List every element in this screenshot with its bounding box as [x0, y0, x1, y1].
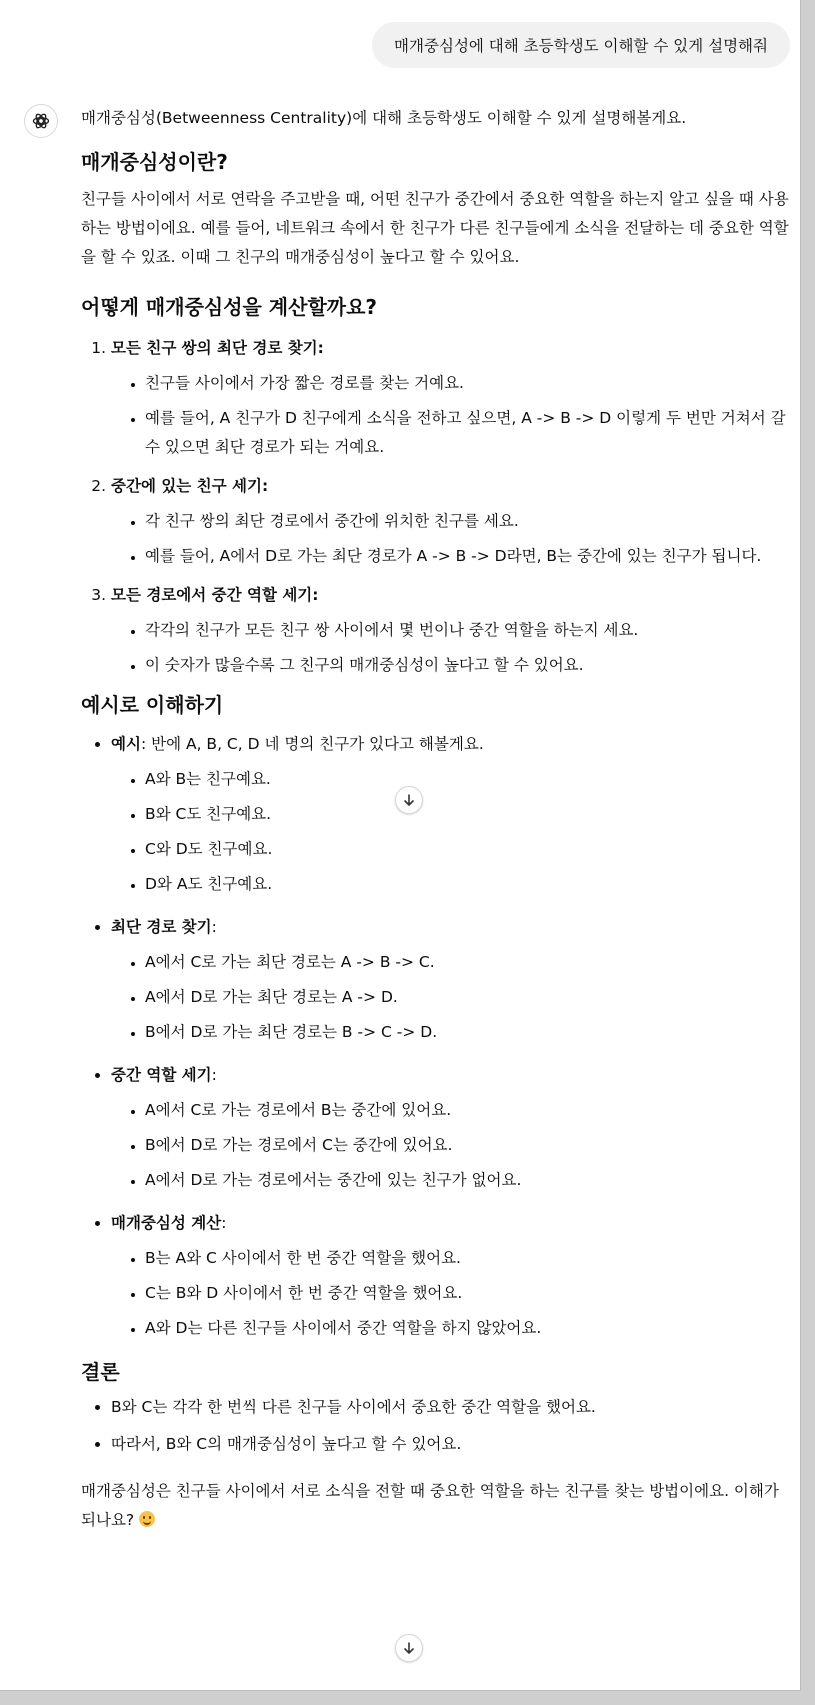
example-heading: 예시로 이해하기	[81, 693, 224, 717]
group-label: 매개중심성 계산	[111, 1214, 222, 1232]
list-item: • 예를 들어, A에서 D로 가는 최단 경로가 A -> B -> D라면, B는 중간에 있는 친구가 됩니다.	[145, 542, 793, 571]
arrow-down-icon	[402, 1641, 416, 1655]
list-item: • 따라서, B와 C의 매개중심성이 높다고 할 수 있어요.	[111, 1430, 793, 1459]
assistant-message	[81, 104, 793, 1535]
step-label: 1. 모든 친구 쌍의 최단 경로 찾기:	[111, 339, 324, 357]
calculation-steps	[81, 334, 793, 680]
closing-paragraph	[81, 1477, 793, 1535]
list-item: • 예를 들어, A 친구가 D 친구에게 소식을 전하고 싶으면, A -> B -> D 이렇게 두 번만 거쳐서 갈 수 있으면 최단 경로가 되는 거예요.	[145, 404, 793, 462]
list-item: • 이 숫자가 많을수록 그 친구의 매개중심성이 높다고 할 수 있어요.	[145, 651, 793, 680]
list-item: • 친구들 사이에서 가장 짧은 경로를 찾는 거예요.	[145, 369, 793, 398]
list-item: • 매개중심성 계산: • B는 A와 C 사이에서 한 번 중간 역할을 했어요. • C는 B와 D 사이에서 한 번 중간 역할을 했어요. • A와 D는 다른 친구들 사이에서 중간 역할을 하지 않았어요.	[111, 1209, 793, 1343]
list-item: • A에서 D로 가는 최단 경로는 A -> D.	[145, 983, 793, 1012]
list-item: • A와 B는 친구예요.	[145, 765, 793, 794]
step-label: 2. 중간에 있는 친구 세기:	[111, 477, 269, 495]
arrow-down-icon	[402, 793, 416, 807]
list-item: • A에서 C로 가는 경로에서 B는 중간에 있어요.	[145, 1096, 793, 1125]
openai-logo-icon	[24, 104, 58, 138]
list-item	[111, 472, 793, 571]
list-item: • D와 A도 친구예요.	[145, 870, 793, 899]
list-item: • A에서 D로 가는 경로에서는 중간에 있는 친구가 없어요.	[145, 1166, 793, 1195]
list-item: • 각각의 친구가 모든 친구 쌍 사이에서 몇 번이나 중간 역할을 하는지 세요.	[145, 616, 793, 645]
step-label: 3. 모든 경로에서 중간 역할 세기:	[111, 586, 319, 604]
group-label: 중간 역할 세기	[111, 1066, 212, 1084]
list-item: • C는 B와 D 사이에서 한 번 중간 역할을 했어요.	[145, 1279, 793, 1308]
scroll-down-button[interactable]	[395, 1634, 423, 1662]
list-item: • A와 D는 다른 친구들 사이에서 중간 역할을 하지 않았어요.	[145, 1314, 793, 1343]
conclusion-list	[81, 1393, 793, 1459]
definition-heading: 매개중심성이란?	[81, 150, 228, 174]
scroll-down-button[interactable]	[395, 786, 423, 814]
conclusion-heading: 결론	[81, 1360, 120, 1384]
list-item	[111, 581, 793, 680]
list-item: • 중간 역할 세기: • A에서 C로 가는 경로에서 B는 중간에 있어요. • B에서 D로 가는 경로에서 C는 중간에 있어요. • A에서 D로 가는 경로에서는 중간에 있는 친구가 없어요.	[111, 1061, 793, 1195]
list-item: • 각 친구 쌍의 최단 경로에서 중간에 위치한 친구를 세요.	[145, 507, 793, 536]
calculation-heading: 어떻게 매개중심성을 계산할까요?	[81, 295, 378, 319]
list-item: • B와 C는 각각 한 번씩 다른 친구들 사이에서 중요한 중간 역할을 했어요.	[111, 1393, 793, 1422]
list-item: • B에서 D로 가는 경로에서 C는 중간에 있어요.	[145, 1131, 793, 1160]
list-item: • A에서 C로 가는 최단 경로는 A -> B -> C.	[145, 948, 793, 977]
closing-text: 매개중심성은 친구들 사이에서 서로 소식을 전할 때 중요한 역할을 하는 친구를 찾는 방법이에요. 이해가 되나요?	[81, 1482, 779, 1529]
list-item: • 최단 경로 찾기: • A에서 C로 가는 최단 경로는 A -> B -> C. • A에서 D로 가는 최단 경로는 A -> D. • B에서 D로 가는 최단 경로는 B -> C -> D.	[111, 913, 793, 1047]
list-item: • B는 A와 C 사이에서 한 번 중간 역할을 했어요.	[145, 1244, 793, 1273]
example-setup-label: 예시	[111, 735, 141, 753]
list-item	[111, 334, 793, 462]
group-label: 최단 경로 찾기	[111, 918, 212, 936]
smiling-face-emoji	[139, 1511, 155, 1527]
list-item	[111, 730, 793, 899]
intro-text: 매개중심성(Betweenness Centrality)에 대해 초등학생도 이해할 수 있게 설명해볼게요.	[81, 109, 687, 127]
user-message-bubble	[372, 22, 790, 68]
example-setup-text: : 반에 A, B, C, D 네 명의 친구가 있다고 해볼게요.	[140, 735, 484, 753]
list-item: • C와 D도 친구예요.	[145, 835, 793, 864]
example-list	[81, 730, 793, 1343]
definition-text: 친구들 사이에서 서로 연락을 주고받을 때, 어떤 친구가 중간에서 중요한 역할을 하는지 알고 싶을 때 사용하는 방법이에요. 예를 들어, 네트워크 속에서 한 친구가 다른 친구들에게 소식을 전달하는 데 중요한 역할을 할 수 있죠. 이때 그 친구의 매개중심성이 높다고 할 수 있어요.	[81, 190, 789, 266]
list-item: • B에서 D로 가는 최단 경로는 B -> C -> D.	[145, 1018, 793, 1047]
user-message-text: 매개중심성에 대해 초등학생도 이해할 수 있게 설명해줘	[394, 37, 768, 55]
list-item: • B와 C도 친구예요.	[145, 800, 793, 829]
